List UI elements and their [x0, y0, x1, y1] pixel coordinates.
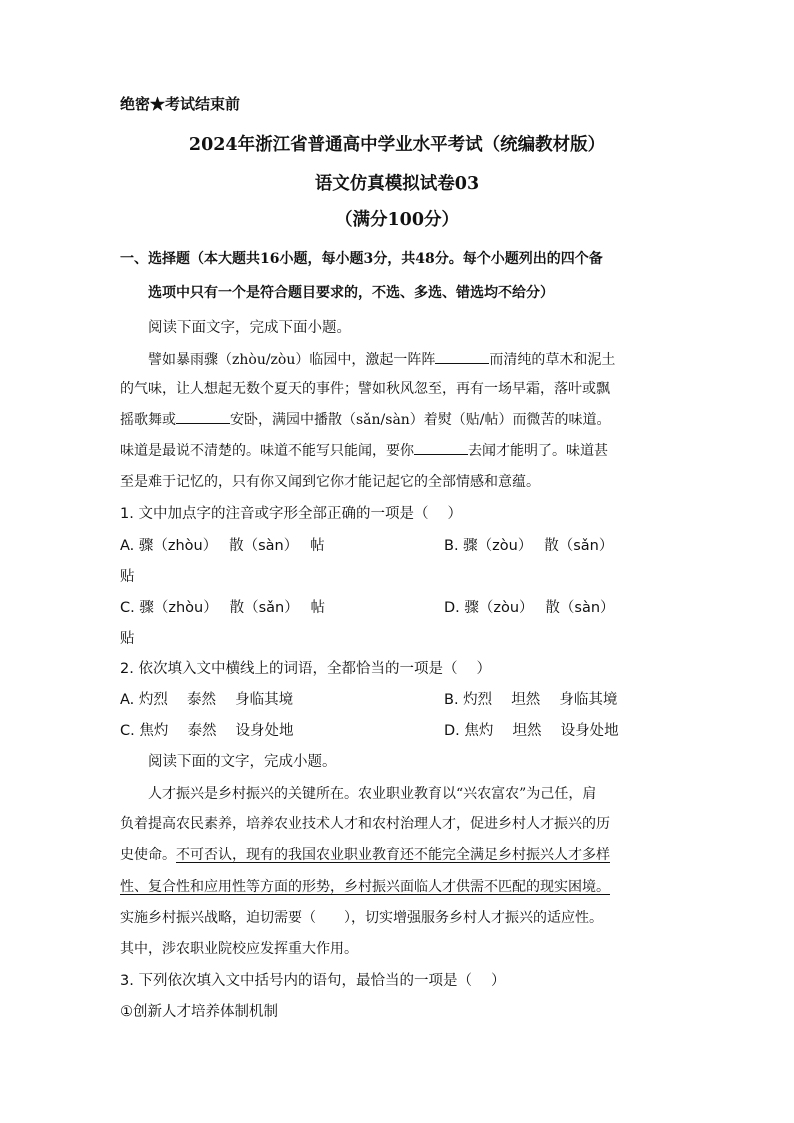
option-a: A. 骤（zhòu） 散（sàn） 帖 — [120, 538, 325, 554]
passage-text: 去闻才能明了。味道甚 — [468, 443, 608, 459]
passage-line: 其中，涉农职业院校应发挥重大作用。 — [120, 941, 358, 957]
section-heading-cont: 选项中只有一个是符合题目要求的，不选、多选、错选均不给分） — [148, 285, 554, 301]
option-d: D. 焦灼 坦然 设身处地 — [444, 723, 619, 739]
passage-line: 的气味，让人想起无数个夏天的事件；譬如秋风忽至，再有一场早霜，落叶或飘 — [120, 381, 610, 397]
passage-line: 实施乡村振兴战略，迫切需要（ ），切实增强服务乡村人才振兴的适应性。 — [120, 910, 603, 926]
passage-text: 而清纯的草木和泥土 — [489, 352, 616, 368]
underlined-sentence: 性、复合性和应用性等方面的形势，乡村振兴面临人才供需不匹配的现实困境。 — [120, 879, 610, 895]
passage-text: 譬如暴雨骤（zhòu/zòu）临园中，激起一阵阵 — [148, 352, 436, 368]
passage-text: 史使命。 — [120, 847, 176, 863]
option-b-wrap: 贴 — [120, 569, 135, 585]
option-1: ①创新人才培养体制机制 — [120, 1004, 278, 1020]
passage-text: 安卧，满园中播散（sǎn/sàn）着熨（贴/帖）而微苦的味道。 — [230, 412, 611, 428]
confidential-label: 绝密★考试结束前 — [120, 95, 241, 113]
fill-blank — [435, 351, 489, 364]
option-c: C. 骤（zhòu） 散（sǎn） 帖 — [120, 600, 326, 616]
reading-intro: 阅读下面的文字，完成小题。 — [148, 754, 337, 770]
option-d-wrap: 贴 — [120, 631, 135, 647]
passage-line — [148, 349, 615, 369]
passage-line — [120, 409, 611, 429]
passage-text: 摇歌舞或 — [120, 412, 176, 428]
passage-line — [120, 440, 608, 460]
question-stem: 1. 文中加点字的注音或字形全部正确的一项是（ ） — [120, 506, 463, 522]
option-b: B. 骤（zòu） 散（sǎn） — [444, 538, 614, 554]
question-stem: 3. 下列依次填入文中括号内的语句，最恰当的一项是（ ） — [120, 973, 506, 989]
question-stem: 2. 依次填入文中横线上的词语，全都恰当的一项是（ ） — [120, 661, 492, 677]
option-c: C. 焦灼 泰然 设身处地 — [120, 723, 294, 739]
fill-blank — [176, 411, 230, 424]
section-heading: 一、选择题（本大题共16小题，每小题3分，共48分。每个小题列出的四个备 — [120, 251, 603, 267]
exam-subtitle: 语文仿真模拟试卷03 — [314, 174, 480, 194]
reading-intro: 阅读下面文字，完成下面小题。 — [148, 320, 351, 336]
fill-blank — [414, 442, 468, 455]
option-b: B. 灼烈 坦然 身临其境 — [444, 692, 618, 708]
full-score: （满分100分） — [334, 210, 460, 230]
option-a: A. 灼烈 泰然 身临其境 — [120, 692, 294, 708]
passage-line: 至是难于记忆的，只有你又闻到它你才能记起它的全部情感和意蕴。 — [120, 474, 540, 490]
option-d: D. 骤（zòu） 散（sàn） — [444, 600, 615, 616]
underlined-sentence: 不可否认，现有的我国农业职业教育还不能完全满足乡村振兴人才多样 — [176, 847, 610, 863]
passage-line: 负着提高农民素养，培养农业技术人才和农村治理人才，促进乡村人才振兴的历 — [120, 816, 610, 832]
exam-title: 2024年浙江省普通高中学业水平考试（统编教材版） — [188, 135, 606, 155]
passage-line — [120, 844, 610, 864]
passage-text: 味道是最说不清楚的。味道不能写只能闻，要你 — [120, 443, 414, 459]
passage-line: 人才振兴是乡村振兴的关键所在。农业职业教育以“兴农富农”为己任，肩 — [148, 786, 597, 802]
